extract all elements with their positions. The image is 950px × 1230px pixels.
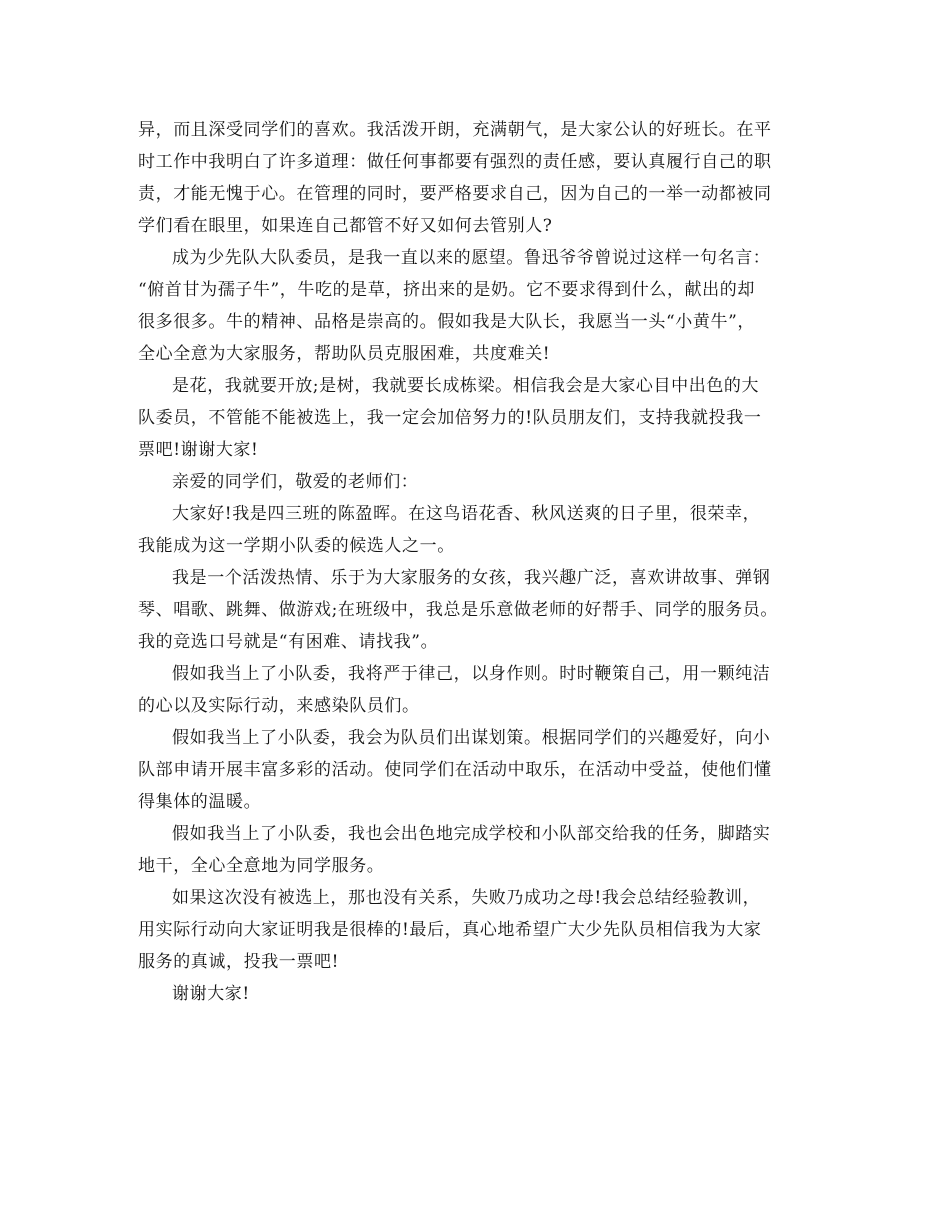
text-line: 队部申请开展丰富多彩的活动。使同学们在活动中取乐，在活动中受益，使他们懂 <box>138 760 772 780</box>
text-line: 大家好!我是四三班的陈盈晖。在这鸟语花香、秋风送爽的日子里，很荣幸， <box>172 504 761 524</box>
document-body <box>138 114 818 1010</box>
text-line: 如果这次没有被选上，那也没有关系，失败乃成功之母!我会总结经验教训， <box>172 888 761 908</box>
text-line: 谢谢大家! <box>172 984 250 1004</box>
text-line: 我的竞选口号就是“有困难、请找我”。 <box>138 632 439 652</box>
text-line: 亲爱的同学们，敬爱的老师们： <box>172 472 419 492</box>
text-line: 琴、唱歌、跳舞、做游戏;在班级中，我总是乐意做老师的好帮手、同学的服务员。 <box>138 600 778 620</box>
text-line: 服务的真诚，投我一票吧! <box>138 952 340 972</box>
text-line: 学们看在眼里，如果连自己都管不好又如何去管别人? <box>138 216 553 236</box>
text-line: 用实际行动向大家证明我是很棒的!最后，真心地希望广大少先队员相信我为大家 <box>138 920 762 940</box>
text-line: 责，才能无愧于心。在管理的同时，要严格要求自己，因为自己的一举一动都被同 <box>138 184 772 204</box>
text-line: “俯首甘为孺子牛”，牛吃的是草，挤出来的是奶。它不要求得到什么，献出的却 <box>138 280 755 300</box>
text-line: 假如我当上了小队委，我会为队员们出谋划策。根据同学们的兴趣爱好，向小 <box>172 728 771 748</box>
text-line: 我是一个活泼热情、乐于为大家服务的女孩，我兴趣广泛，喜欢讲故事、弹钢 <box>172 568 771 588</box>
text-line: 队委员，不管能不能被选上，我一定会加倍努力的!队员朋友们，支持我就投我一 <box>138 408 762 428</box>
text-line: 的心以及实际行动，来感染队员们。 <box>138 696 420 716</box>
text-line: 得集体的温暖。 <box>138 792 262 812</box>
text-line: 是花，我就要开放;是树，我就要长成栋梁。相信我会是大家心目中出色的大 <box>172 376 760 396</box>
text-line: 我能成为这一学期小队委的候选人之一。 <box>138 536 455 556</box>
text-line: 异，而且深受同学们的喜欢。我活泼开朗，充满朝气，是大家公认的好班长。在平 <box>138 120 772 140</box>
text-line: 成为少先队大队委员，是我一直以来的愿望。鲁迅爷爷曾说过这样一句名言： <box>172 248 771 268</box>
text-line: 票吧!谢谢大家! <box>138 440 259 460</box>
text-line: 很多很多。牛的精神、品格是崇高的。假如我是大队长，我愿当一头“小黄牛”， <box>138 312 755 332</box>
text-line: 全心全意为大家服务，帮助队员克服困难，共度难关! <box>138 344 551 364</box>
text-line: 时工作中我明白了许多道理：做任何事都要有强烈的责任感，要认真履行自己的职 <box>138 152 772 172</box>
text-line: 地干，全心全意地为同学服务。 <box>138 856 385 876</box>
text-line: 假如我当上了小队委，我也会出色地完成学校和小队部交给我的任务，脚踏实 <box>172 824 771 844</box>
text-line: 假如我当上了小队委，我将严于律己，以身作则。时时鞭策自己，用一颗纯洁 <box>172 664 771 684</box>
